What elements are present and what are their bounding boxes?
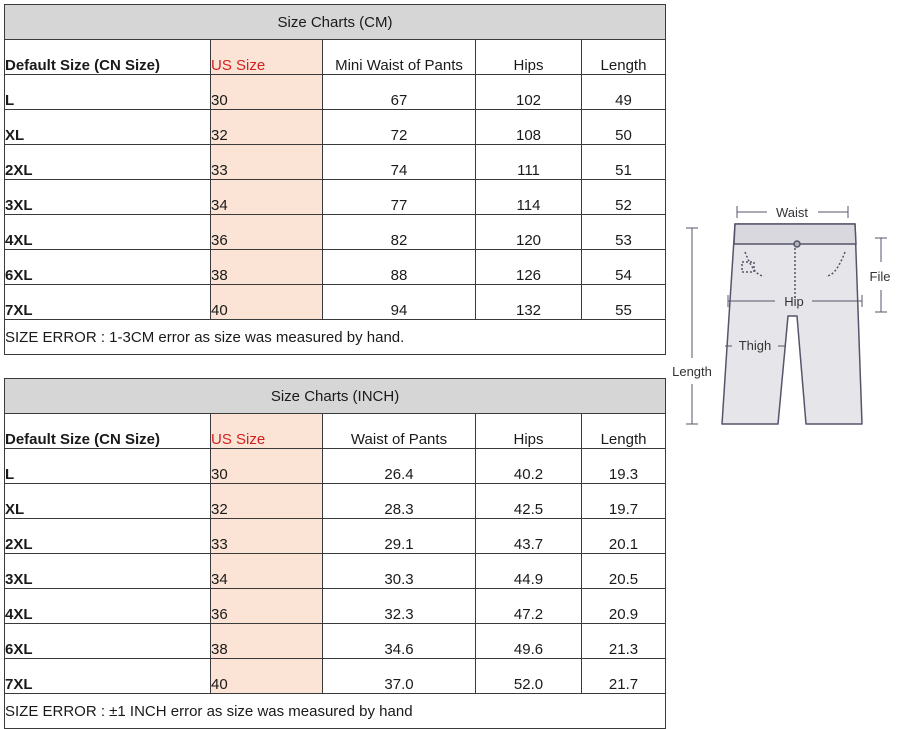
pants-illustration — [722, 224, 862, 424]
cell-us-size: 34 — [211, 180, 323, 215]
header-waist: Waist of Pants — [323, 414, 476, 449]
cell-size: XL — [5, 484, 211, 519]
cell-hips: 126 — [476, 250, 582, 285]
cell-us-size: 38 — [211, 624, 323, 659]
cell-length: 54 — [582, 250, 666, 285]
file-label: File — [869, 269, 891, 284]
cell-waist: 26.4 — [323, 449, 476, 484]
pants-measurement-diagram — [664, 195, 904, 435]
cell-length: 20.5 — [582, 554, 666, 589]
chart-title-row — [5, 5, 666, 40]
cell-length: 49 — [582, 75, 666, 110]
cell-waist: 30.3 — [323, 554, 476, 589]
cell-waist: 32.3 — [323, 589, 476, 624]
note-row — [5, 694, 666, 729]
table-row — [5, 519, 666, 554]
cell-size: XL — [5, 110, 211, 145]
cell-size: 4XL — [5, 589, 211, 624]
note-row — [5, 320, 666, 355]
table-row — [5, 449, 666, 484]
cell-length: 21.7 — [582, 659, 666, 694]
header-us-size: US Size — [211, 414, 323, 449]
cell-waist: 28.3 — [323, 484, 476, 519]
cell-waist: 67 — [323, 75, 476, 110]
cell-length: 19.3 — [582, 449, 666, 484]
table-row — [5, 215, 666, 250]
table-row — [5, 180, 666, 215]
cell-size: 6XL — [5, 250, 211, 285]
cell-us-size: 40 — [211, 285, 323, 320]
size-error-note: SIZE ERROR : ±1 INCH error as size was measured by hand — [5, 694, 666, 729]
cell-length: 19.7 — [582, 484, 666, 519]
header-waist: Mini Waist of Pants — [323, 40, 476, 75]
cell-waist: 94 — [323, 285, 476, 320]
cell-waist: 77 — [323, 180, 476, 215]
hip-label: Hip — [784, 294, 804, 309]
cell-hips: 44.9 — [476, 554, 582, 589]
table-row — [5, 250, 666, 285]
cell-size: L — [5, 75, 211, 110]
cell-hips: 42.5 — [476, 484, 582, 519]
cell-us-size: 30 — [211, 449, 323, 484]
header-length: Length — [582, 414, 666, 449]
cell-hips: 49.6 — [476, 624, 582, 659]
cell-waist: 88 — [323, 250, 476, 285]
cell-us-size: 36 — [211, 215, 323, 250]
cell-length: 21.3 — [582, 624, 666, 659]
header-row — [5, 414, 666, 449]
cell-length: 53 — [582, 215, 666, 250]
length-label: Length — [672, 364, 712, 379]
cell-size: 2XL — [5, 145, 211, 180]
cell-us-size: 33 — [211, 145, 323, 180]
cell-size: 7XL — [5, 285, 211, 320]
cell-us-size: 36 — [211, 589, 323, 624]
cell-hips: 40.2 — [476, 449, 582, 484]
header-length: Length — [582, 40, 666, 75]
cell-size: 2XL — [5, 519, 211, 554]
cell-length: 52 — [582, 180, 666, 215]
cell-hips: 132 — [476, 285, 582, 320]
size-error-note: SIZE ERROR : 1-3CM error as size was measured by hand. — [5, 320, 666, 355]
header-hips: Hips — [476, 40, 582, 75]
cell-us-size: 34 — [211, 554, 323, 589]
header-default-size: Default Size (CN Size) — [5, 414, 211, 449]
cell-length: 55 — [582, 285, 666, 320]
cell-us-size: 32 — [211, 484, 323, 519]
table-row — [5, 110, 666, 145]
cell-waist: 34.6 — [323, 624, 476, 659]
cell-waist: 37.0 — [323, 659, 476, 694]
chart-title-row — [5, 379, 666, 414]
cell-us-size: 33 — [211, 519, 323, 554]
header-row — [5, 40, 666, 75]
cell-hips: 108 — [476, 110, 582, 145]
size-chart-inch — [4, 378, 666, 729]
cell-hips: 120 — [476, 215, 582, 250]
table-row — [5, 75, 666, 110]
table-row — [5, 624, 666, 659]
cell-us-size: 30 — [211, 75, 323, 110]
cell-hips: 102 — [476, 75, 582, 110]
table-row — [5, 659, 666, 694]
table-row — [5, 484, 666, 519]
cell-length: 20.9 — [582, 589, 666, 624]
cell-waist: 29.1 — [323, 519, 476, 554]
cell-size: L — [5, 449, 211, 484]
table-row — [5, 145, 666, 180]
table-row — [5, 589, 666, 624]
header-hips: Hips — [476, 414, 582, 449]
cell-length: 50 — [582, 110, 666, 145]
chart-title: Size Charts (CM) — [5, 5, 666, 40]
table-row — [5, 554, 666, 589]
cell-hips: 114 — [476, 180, 582, 215]
cell-size: 3XL — [5, 554, 211, 589]
waist-label: Waist — [775, 205, 809, 220]
cell-hips: 52.0 — [476, 659, 582, 694]
cell-waist: 82 — [323, 215, 476, 250]
size-chart-cm — [4, 4, 666, 355]
header-us-size: US Size — [211, 40, 323, 75]
table-row — [5, 285, 666, 320]
cell-size: 6XL — [5, 624, 211, 659]
header-default-size: Default Size (CN Size) — [5, 40, 211, 75]
cell-us-size: 38 — [211, 250, 323, 285]
cell-size: 3XL — [5, 180, 211, 215]
cell-hips: 43.7 — [476, 519, 582, 554]
cell-waist: 74 — [323, 145, 476, 180]
chart-title: Size Charts (INCH) — [5, 379, 666, 414]
cell-size: 4XL — [5, 215, 211, 250]
thigh-label: Thigh — [738, 338, 772, 353]
cell-us-size: 40 — [211, 659, 323, 694]
cell-hips: 111 — [476, 145, 582, 180]
cell-us-size: 32 — [211, 110, 323, 145]
cell-length: 51 — [582, 145, 666, 180]
cell-length: 20.1 — [582, 519, 666, 554]
cell-size: 7XL — [5, 659, 211, 694]
cell-hips: 47.2 — [476, 589, 582, 624]
cell-waist: 72 — [323, 110, 476, 145]
